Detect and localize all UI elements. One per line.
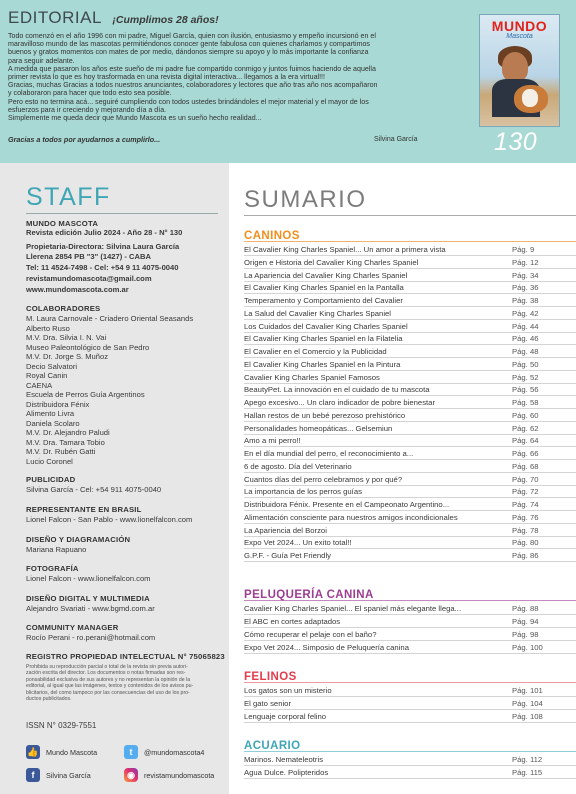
toc-page: Pág. 70 bbox=[512, 474, 539, 484]
social-twitter-label: @mundomascota4 bbox=[144, 747, 205, 757]
staff-divider bbox=[26, 213, 218, 214]
toc-page: Pág. 44 bbox=[512, 321, 539, 331]
toc-title: Origen e Historia del Cavalier King Charles Spaniel bbox=[244, 257, 419, 267]
toc-item[interactable] bbox=[244, 617, 576, 628]
toc-page: Pág. 60 bbox=[512, 410, 539, 420]
editorial-signoff: Gracias a todos por ayudarnos a cumplirlo... bbox=[8, 135, 161, 144]
toc-page: Pág. 112 bbox=[512, 755, 543, 764]
toc-item[interactable] bbox=[244, 699, 576, 710]
cover-photo-dog-chest bbox=[522, 89, 538, 107]
colaborador: Lucio Coronel bbox=[26, 456, 73, 466]
legal-line: editorial, al igual que las imágenes, textos y contenidos de los avisos pu- bbox=[26, 683, 194, 690]
digital-contact-link[interactable]: Alejandro Svariati - www.bgmd.com.ar bbox=[26, 604, 155, 613]
toc-item[interactable] bbox=[244, 643, 576, 654]
legal-line: blicitarios, del como tampoco por las consecuencias del uso de los pro- bbox=[26, 689, 190, 696]
toc-item[interactable] bbox=[244, 712, 576, 723]
registro-text: REGISTRO PROPIEDAD INTELECTUAL N° 75065823 bbox=[26, 652, 225, 661]
toc-title: Agua Dulce. Polipteridos bbox=[244, 768, 329, 777]
staff-address: Llerena 2854 PB "3" (1427) - CABA bbox=[26, 252, 151, 261]
toc-item[interactable] bbox=[244, 322, 576, 333]
section-peluqueria-heading bbox=[244, 585, 576, 601]
toc-title: Personalidades homeopáticas... Gelsemiun bbox=[244, 423, 393, 433]
toc-page: Pág. 108 bbox=[512, 712, 543, 721]
toc-item[interactable] bbox=[244, 385, 576, 396]
legal-text bbox=[26, 664, 216, 702]
sumario-divider bbox=[244, 215, 576, 216]
toc-item[interactable] bbox=[244, 551, 576, 562]
social-facebook[interactable] bbox=[26, 768, 91, 782]
toc-title: G.P.F. - Guía Pet Friendly bbox=[244, 551, 332, 560]
toc-page: Pág. 80 bbox=[512, 538, 539, 548]
toc-title: El Cavalier King Charles Spaniel en la Pintura bbox=[244, 359, 401, 369]
staff-email-link[interactable]: revistamundomascota@gmail.com bbox=[26, 274, 152, 283]
brasil-heading: REPRESENTANTE EN BRASIL bbox=[26, 505, 142, 514]
toc-title: Apego excesivo... Un claro indicador de pobre bienestar bbox=[244, 398, 436, 407]
editorial-tagline: ¡Cumplimos 28 años! bbox=[112, 14, 219, 26]
cover-subtitle: Mascota bbox=[506, 33, 533, 40]
editorial-line: Simplemente me queda decir que Mundo Mascota es un sueño hecho realidad... bbox=[8, 114, 262, 123]
colaborador: Alberto Ruso bbox=[26, 323, 70, 333]
toc-title: El Cavalier King Charles Spaniel en la Filatelia bbox=[244, 334, 403, 344]
toc-page: Pág. 101 bbox=[512, 686, 543, 695]
colaboradores-heading: COLABORADORES bbox=[26, 304, 101, 313]
colaborador: Daniela Scolaro bbox=[26, 418, 80, 428]
toc-item[interactable] bbox=[244, 538, 576, 549]
issue-number: 130 bbox=[494, 128, 538, 156]
toc-title: El Cavalier en el Comercio y la Publicidad bbox=[244, 347, 387, 356]
toc-item[interactable] bbox=[244, 411, 576, 422]
editorial-title: EDITORIAL bbox=[8, 8, 102, 27]
toc-page: Pág. 9 bbox=[512, 245, 535, 254]
toc-page: Pág. 38 bbox=[512, 296, 539, 305]
toc-page: Pág. 98 bbox=[512, 630, 539, 639]
section-peluqueria-label: PELUQUERÍA CANINA bbox=[244, 589, 374, 601]
toc-title: Cómo recuperar el pelaje con el baño? bbox=[244, 630, 377, 639]
digital-heading: DISEÑO DIGITAL Y MULTIMEDIA bbox=[26, 594, 150, 603]
toc-title: El gato senior bbox=[244, 699, 292, 708]
toc-title: BeautyPet. La innovación en el cuidado de tu mascota bbox=[244, 385, 430, 395]
staff-phones: Tel: 11 4524-7498 - Cel: +54 9 11 4075-0040 bbox=[26, 263, 179, 272]
editorial-line: A medida que pasaron los años este sueño de mi padre fue compartido conmigo y juntos fuimos haciendo de aquella bbox=[8, 64, 376, 73]
toc-item[interactable] bbox=[244, 347, 576, 358]
toc-title: En el día mundial del perro, el reconocimiento a... bbox=[244, 449, 414, 458]
editorial-line: Todo comenzó en el año 1996 con mi padre, Miguel García, quien con ilusión, entusiasmo y empeño incursionó en el bbox=[8, 32, 376, 40]
toc-page: Pág. 66 bbox=[512, 449, 539, 458]
toc-page: Pág. 72 bbox=[512, 487, 539, 497]
editorial-line: y colaboraron para hacer que todo esto sea posible. bbox=[8, 89, 172, 98]
colaborador: Decio Salvatori bbox=[26, 361, 78, 371]
toc-item[interactable] bbox=[244, 424, 576, 435]
toc-page: Pág. 74 bbox=[512, 500, 539, 509]
section-felinos-heading bbox=[244, 667, 576, 683]
instagram-icon: ◉ bbox=[124, 768, 138, 782]
toc-title: Hallan restos de un bebé perezoso prehistórico bbox=[244, 410, 406, 420]
cm-contact-link[interactable]: Rocío Perani - ro.perani@hotmail.com bbox=[26, 633, 156, 642]
toc-item[interactable] bbox=[244, 462, 576, 473]
toc-item[interactable] bbox=[244, 309, 576, 320]
brasil-contact-link[interactable]: Lionel Falcon - San Pablo - www.lionelfalcon.com bbox=[26, 515, 193, 524]
editorial-line: buenos y gratos momentos con mates de por medio, dándonos siempre su apoyo y lo más importante la confianza bbox=[8, 48, 369, 57]
toc-page: Pág. 42 bbox=[512, 308, 539, 318]
toc-title: 6 de agosto. Día del Veterinario bbox=[244, 461, 352, 471]
foto-heading: FOTOGRAFÍA bbox=[26, 564, 79, 573]
colaborador: CAENA bbox=[26, 380, 53, 390]
colaborador: Royal Canin bbox=[26, 371, 68, 380]
toc-title: Los Cuidados del Cavalier King Charles Spaniel bbox=[244, 321, 408, 331]
toc-item[interactable] bbox=[244, 755, 576, 766]
toc-title: Lenguaje corporal felino bbox=[244, 712, 327, 721]
toc-item[interactable] bbox=[244, 271, 576, 282]
toc-title: La importancia de los perros guías bbox=[244, 487, 362, 497]
toc-title: Distribuidora Fénix. Presente en el Campeonato Argentino... bbox=[244, 500, 450, 509]
toc-item[interactable] bbox=[244, 283, 576, 294]
toc-item[interactable] bbox=[244, 296, 576, 307]
editorial-line: Gracias, muchas Gracias a todos nuestros anunciantes, colaboradores y lectores que año tras año nos acompañaron bbox=[8, 81, 378, 90]
toc-title: Cavalier King Charles Spaniel Famosos bbox=[244, 372, 380, 382]
toc-page: Pág. 58 bbox=[512, 398, 539, 407]
toc-item[interactable] bbox=[244, 768, 576, 779]
legal-line: zación escrita del director. Los documentos o notas firmadas son res- bbox=[26, 670, 186, 677]
section-acuario-heading bbox=[244, 736, 576, 752]
toc-item[interactable] bbox=[244, 436, 576, 447]
colaborador: Distribuidora Fénix bbox=[26, 399, 90, 409]
toc-page: Pág. 86 bbox=[512, 551, 539, 560]
colaborador: M.V. Dra. Silvia I. N. Vai bbox=[26, 333, 107, 342]
toc-title: El Cavalier King Charles Spaniel en la Pantalla bbox=[244, 283, 404, 293]
staff-title: STAFF bbox=[26, 183, 111, 211]
editorial-line: Pero esto no termina acá... seguiré cumpliendo con todos ustedes brindándoles el mejor material y el mayor de los bbox=[8, 97, 369, 106]
toc-title: Expo Vet 2024... Un exito total!! bbox=[244, 538, 352, 548]
editorial-heading bbox=[8, 8, 219, 28]
colaborador: M.V. Dr. Jorge S. Muñoz bbox=[26, 352, 109, 361]
staff-magazine: MUNDO MASCOTA bbox=[26, 219, 99, 228]
toc-title: Marinos. Nemateleotris bbox=[244, 755, 324, 764]
social-instagram-label: revistamundomascota bbox=[144, 770, 215, 780]
staff-owner: Propietaria-Directora: Silvina Laura García bbox=[26, 242, 180, 251]
editorial-line: maravilloso mundo de las mascotas permitiéndonos conocer gente fabulosa con quienes charlamos y compartimos bbox=[8, 40, 370, 49]
legal-line: ponsabilidad exclusiva de sus autores y no representan la opinión de la bbox=[26, 676, 191, 683]
thumbs-up-icon: 👍 bbox=[26, 745, 40, 759]
magazine-cover-image[interactable] bbox=[479, 14, 560, 127]
toc-page: Pág. 36 bbox=[512, 283, 539, 293]
social-like-label: Mundo Mascota bbox=[46, 747, 98, 757]
toc-title: El ABC en cortes adaptados bbox=[244, 617, 341, 626]
colaborador: M.V. Dr. Alejandro Paludi bbox=[26, 428, 110, 437]
toc-page: Pág. 115 bbox=[512, 768, 543, 777]
toc-title: Expo Vet 2024... Simposio de Peluquería canina bbox=[244, 643, 409, 652]
section-felinos-label: FELINOS bbox=[244, 671, 297, 683]
diseno-heading: DISEÑO Y DIAGRAMACIÓN bbox=[26, 535, 131, 544]
colaborador: Alimento Livra bbox=[26, 409, 75, 418]
toc-item[interactable] bbox=[244, 398, 576, 409]
editorial-line: para seguir adelante. bbox=[8, 56, 75, 65]
cover-brand: MUNDO bbox=[491, 18, 548, 34]
social-like[interactable] bbox=[26, 745, 97, 759]
section-caninos-label: CANINOS bbox=[244, 230, 300, 242]
toc-item[interactable] bbox=[244, 334, 576, 345]
toc-page: Pág. 52 bbox=[512, 372, 539, 382]
colaborador: M. Laura Carnovale - Criadero Oriental Seasands bbox=[26, 314, 194, 323]
toc-title: Cavalier King Charles Spaniel... El spaniel más elegante llega... bbox=[244, 604, 462, 613]
toc-page: Pág. 78 bbox=[512, 525, 539, 535]
toc-item[interactable] bbox=[244, 686, 576, 697]
toc-title: Alimentación consciente para nuestros amigos incondicionales bbox=[244, 512, 458, 522]
toc-title: La Apariencia del Cavalier King Charles Spaniel bbox=[244, 270, 408, 280]
toc-item[interactable] bbox=[244, 475, 576, 486]
legal-line: ductos publicitados. bbox=[26, 696, 72, 703]
editorial-body bbox=[8, 32, 484, 122]
sumario-title: SUMARIO bbox=[244, 186, 367, 213]
facebook-icon: f bbox=[26, 768, 40, 782]
cover-photo-face bbox=[502, 52, 528, 82]
colaborador: Escuela de Perros Guía Argentinos bbox=[26, 390, 145, 399]
section-acuario-label: ACUARIO bbox=[244, 740, 301, 752]
toc-page: Pág. 12 bbox=[512, 257, 539, 267]
colaborador: M.V. Dr. Rubén Gatti bbox=[26, 447, 96, 456]
toc-title: Cuantos días del perro celebramos y por qué? bbox=[244, 474, 403, 484]
colaborador: M.V. Dra. Tamara Tobio bbox=[26, 437, 105, 447]
toc-page: Pág. 46 bbox=[512, 334, 539, 344]
toc-page: Pág. 68 bbox=[512, 461, 539, 471]
toc-item[interactable] bbox=[244, 373, 576, 384]
social-facebook-label: Silvina García bbox=[46, 770, 91, 780]
toc-item[interactable] bbox=[244, 449, 576, 460]
social-twitter[interactable] bbox=[124, 745, 204, 759]
toc-item[interactable] bbox=[244, 258, 576, 269]
publicidad-contact: Silvina García - Cel: +54 911 4075-0040 bbox=[26, 485, 162, 494]
toc-item[interactable] bbox=[244, 513, 576, 524]
diseno-name: Mariana Rapuano bbox=[26, 545, 87, 554]
legal-line: Prohibida su reproducción parcial o total de la revista sin previa autori- bbox=[26, 664, 188, 670]
staff-edition: Revista edición Julio 2024 - Año 28 - N° 130 bbox=[26, 228, 183, 237]
editorial-author: Silvina García bbox=[374, 136, 418, 143]
toc-item[interactable] bbox=[244, 245, 576, 256]
toc-title: La Apariencia del Borzoi bbox=[244, 525, 327, 535]
staff-web-link[interactable]: www.mundomascota.com.ar bbox=[26, 285, 129, 294]
toc-page: Pág. 48 bbox=[512, 347, 539, 356]
toc-item[interactable] bbox=[244, 487, 576, 498]
social-instagram[interactable] bbox=[124, 768, 214, 782]
toc-page: Pág. 62 bbox=[512, 423, 539, 433]
editorial-line: primer revista lo que es hoy trasformada en una revista digital interactiva... llegamos a la era virtual!!! bbox=[8, 73, 326, 82]
publicidad-heading: PUBLICIDAD bbox=[26, 475, 76, 484]
toc-page: Pág. 94 bbox=[512, 617, 539, 626]
toc-item[interactable] bbox=[244, 526, 576, 537]
toc-title: Amo a mi perro!! bbox=[244, 436, 301, 446]
toc-page: Pág. 56 bbox=[512, 385, 539, 395]
toc-item[interactable] bbox=[244, 500, 576, 511]
toc-page: Pág. 34 bbox=[512, 270, 539, 280]
toc-title: El Cavalier King Charles Spaniel... Un amor a primera vista bbox=[244, 245, 446, 254]
foto-contact-link[interactable]: Lionel Falcon - www.lionelfalcon.com bbox=[26, 574, 151, 583]
toc-title: La Salud del Cavalier King Charles Spaniel bbox=[244, 308, 392, 318]
toc-title: Los gatos son un misterio bbox=[244, 686, 332, 695]
colaborador: Museo Paleontológico de San Pedro bbox=[26, 342, 150, 352]
editorial-banner bbox=[0, 0, 576, 163]
toc-page: Pág. 50 bbox=[512, 359, 539, 369]
toc-page: Pág. 64 bbox=[512, 436, 539, 446]
toc-page: Pág. 76 bbox=[512, 512, 539, 522]
editorial-line: esfuerzos para ir creciendo y mejorando día a día. bbox=[8, 105, 167, 114]
toc-page: Pág. 100 bbox=[512, 643, 543, 652]
toc-item[interactable] bbox=[244, 630, 576, 641]
twitter-icon: t bbox=[124, 745, 138, 759]
section-caninos-heading bbox=[244, 226, 576, 242]
toc-item[interactable] bbox=[244, 604, 576, 615]
toc-title: Temperamento y Comportamiento del Cavalier bbox=[244, 296, 403, 305]
cm-heading: COMMUNITY MANAGER bbox=[26, 623, 119, 632]
issn-text: ISSN N° 0329-7551 bbox=[26, 721, 97, 730]
toc-page: Pág. 104 bbox=[512, 699, 543, 708]
toc-item[interactable] bbox=[244, 360, 576, 371]
toc-page: Pág. 88 bbox=[512, 604, 539, 613]
